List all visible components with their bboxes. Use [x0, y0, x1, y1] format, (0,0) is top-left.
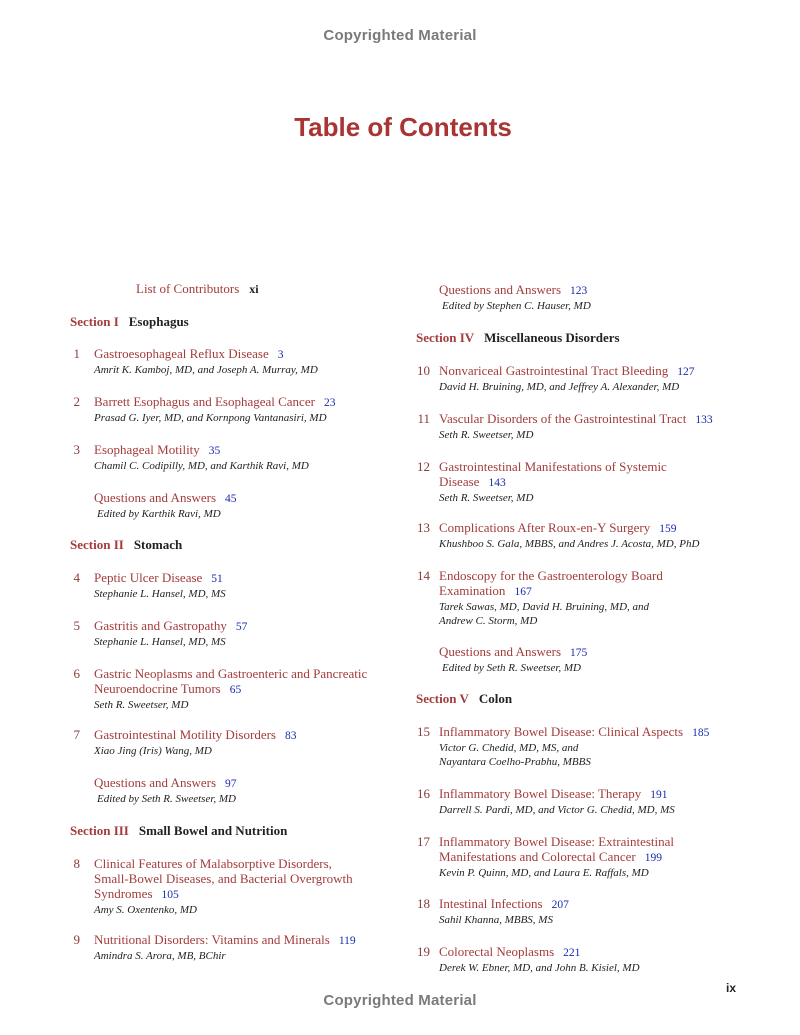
chapter-page: 221 — [563, 947, 581, 959]
entry-title: List of Contributors — [136, 281, 240, 296]
chapter-authors: Stephanie L. Hansel, MD, MS — [94, 636, 226, 648]
chapter-body — [439, 786, 675, 817]
chapter-body — [94, 727, 296, 758]
chapter-page: 83 — [284, 730, 297, 742]
qa-editor: Edited by Stephen C. Hauser, MD — [442, 300, 591, 312]
chapter-number: 18 — [417, 896, 430, 911]
chapter-title: Vascular Disorders of the Gastrointestinal Tract — [439, 411, 687, 426]
chapter-title: Nonvariceal Gastrointestinal Tract Bleeding — [439, 363, 669, 378]
chapter-authors: Nayantara Coelho-Prabhu, MBBS — [439, 756, 591, 768]
qa-page: 123 — [570, 285, 588, 297]
chapter-number: 1 — [73, 346, 80, 361]
page-title: Table of Contents — [294, 112, 512, 142]
chapter-authors: Seth R. Sweetser, MD — [439, 429, 534, 441]
chapter-title-line — [94, 681, 367, 698]
chapter-title-line — [94, 727, 296, 744]
qa-editor: Edited by Seth R. Sweetser, MD — [97, 793, 236, 805]
qa-title: Questions and Answers — [439, 644, 562, 659]
chapter-title-line — [439, 568, 663, 583]
chapter-title: Inflammatory Bowel Disease: Therapy — [439, 786, 642, 801]
chapter-authors: Tarek Sawas, MD, David H. Bruining, MD, and — [439, 601, 650, 613]
chapter-page: 35 — [208, 445, 221, 457]
chapter-body — [439, 363, 695, 394]
watermark-top: Copyrighted Material — [323, 27, 477, 44]
chapter-page: 199 — [644, 852, 662, 864]
chapter-page: 159 — [659, 523, 677, 535]
chapter-title-line — [439, 944, 640, 961]
chapter-number: 8 — [73, 856, 80, 871]
section-label: Section V — [416, 691, 469, 706]
chapter-title-line — [439, 724, 709, 741]
chapter-number: 17 — [417, 834, 430, 849]
chapter-title: Peptic Ulcer Disease — [94, 570, 203, 585]
qa-title: Questions and Answers — [94, 775, 217, 790]
section-heading — [416, 690, 512, 708]
chapter-authors: Kevin P. Quinn, MD, and Laura E. Raffals, MD — [439, 867, 649, 879]
chapter-title-line — [439, 520, 699, 537]
qa-title: Questions and Answers — [439, 282, 562, 297]
qa-page: 45 — [225, 493, 237, 505]
chapter-page: 185 — [692, 727, 710, 739]
chapter-title-line — [94, 346, 318, 363]
qa-page: 175 — [570, 647, 588, 659]
chapter-body — [94, 394, 335, 425]
section-name: Small Bowel and Nutrition — [138, 823, 288, 838]
chapter-title: Inflammatory Bowel Disease: Extraintestinal — [439, 834, 675, 849]
questions-answers-entry[interactable] — [94, 490, 237, 521]
qa-page: 97 — [225, 778, 237, 790]
entry-page: xi — [249, 282, 259, 296]
chapter-body — [94, 570, 226, 601]
chapter-title: Small-Bowel Diseases, and Bacterial Overgrowth — [94, 871, 353, 886]
chapter-title: Nutritional Disorders: Vitamins and Minerals — [94, 932, 330, 947]
watermark-bottom: Copyrighted Material — [323, 992, 477, 1009]
chapter-number: 3 — [73, 442, 80, 457]
chapter-page: 127 — [677, 366, 695, 378]
section-label: Section I — [70, 314, 119, 329]
chapter-title: Syndromes — [94, 886, 153, 901]
chapter-page: 167 — [514, 586, 532, 598]
qa-title-line — [439, 282, 591, 299]
chapter-title-line — [94, 932, 356, 949]
qa-editor: Edited by Karthik Ravi, MD — [97, 508, 221, 520]
chapter-authors: Amy S. Oxentenko, MD — [94, 904, 197, 916]
chapter-page: 119 — [338, 935, 356, 947]
chapter-title: Manifestations and Colorectal Cancer — [439, 849, 636, 864]
chapter-page: 57 — [235, 621, 248, 633]
questions-answers-entry[interactable] — [439, 282, 591, 313]
chapter-title-line — [94, 618, 247, 635]
chapter-title-line — [94, 442, 309, 459]
chapter-body — [439, 411, 713, 442]
chapter-page: 3 — [277, 349, 284, 361]
section-name: Colon — [478, 691, 513, 706]
chapter-title: Endoscopy for the Gastroenterology Board — [439, 568, 663, 583]
chapter-number: 14 — [417, 568, 430, 583]
chapter-authors: Amrit K. Kamboj, MD, and Joseph A. Murray, MD — [94, 364, 318, 376]
chapter-title: Gastroesophageal Reflux Disease — [94, 346, 269, 361]
page-number: ix — [726, 981, 737, 995]
section-name: Stomach — [133, 537, 183, 552]
chapter-body — [94, 666, 367, 712]
chapter-authors: Amindra S. Arora, MB, BChir — [94, 950, 226, 962]
chapter-title-line — [439, 474, 667, 491]
chapter-title: Intestinal Infections — [439, 896, 543, 911]
chapter-number: 4 — [73, 570, 80, 585]
questions-answers-entry[interactable] — [94, 775, 237, 806]
chapter-title-line — [94, 886, 353, 903]
chapter-title-line — [439, 411, 713, 428]
chapter-title-line — [94, 871, 353, 886]
chapter-title-line — [94, 394, 335, 411]
section-name: Esophagus — [128, 314, 189, 329]
chapter-authors: Victor G. Chedid, MD, MS, and — [439, 742, 579, 754]
chapter-authors: Derek W. Ebner, MD, and John B. Kisiel, MD — [439, 962, 640, 974]
chapter-title: Clinical Features of Malabsorptive Disorders, — [94, 856, 332, 871]
chapter-title: Complications After Roux-en-Y Surgery — [439, 520, 651, 535]
chapter-title-line — [439, 849, 674, 866]
chapter-page: 133 — [695, 414, 713, 426]
chapter-authors: Stephanie L. Hansel, MD, MS — [94, 588, 226, 600]
chapter-title-line — [439, 896, 569, 913]
chapter-body — [439, 459, 667, 505]
chapter-authors: Seth R. Sweetser, MD — [439, 492, 534, 504]
section-heading — [70, 313, 189, 331]
chapter-body — [439, 834, 674, 880]
chapter-authors: Prasad G. Iyer, MD, and Kornpong Vantanasiri, MD — [94, 412, 327, 424]
chapter-title: Neuroendocrine Tumors — [94, 681, 221, 696]
qa-editor: Edited by Seth R. Sweetser, MD — [442, 662, 581, 674]
section-heading — [70, 822, 287, 840]
chapter-body — [439, 724, 709, 769]
chapter-number: 15 — [417, 724, 430, 739]
front-matter-entry[interactable] — [136, 281, 259, 297]
chapter-title-line — [439, 786, 675, 803]
qa-title-line — [94, 775, 237, 792]
chapter-page: 105 — [161, 889, 179, 901]
chapter-body — [94, 932, 356, 963]
chapter-title-line — [439, 363, 695, 380]
chapter-number: 11 — [417, 411, 430, 426]
chapter-title-line — [439, 583, 663, 600]
chapter-body — [94, 618, 247, 649]
section-label: Section II — [70, 537, 124, 552]
chapter-number: 13 — [417, 520, 430, 535]
chapter-authors: Khushboo S. Gala, MBBS, and Andres J. Acosta, MD, PhD — [439, 538, 700, 550]
chapter-title-line — [94, 666, 367, 681]
chapter-body — [94, 442, 309, 473]
qa-title-line — [439, 644, 587, 661]
chapter-page: 23 — [323, 397, 336, 409]
qa-title-line — [94, 490, 237, 507]
chapter-title: Disease — [439, 474, 480, 489]
chapter-number: 2 — [73, 394, 80, 409]
chapter-body — [439, 568, 663, 628]
chapter-number: 5 — [73, 618, 80, 633]
chapter-number: 12 — [417, 459, 430, 474]
chapter-title: Esophageal Motility — [94, 442, 200, 457]
chapter-authors: Andrew C. Storm, MD — [439, 615, 538, 627]
chapter-page: 51 — [211, 573, 223, 585]
chapter-title: Gastric Neoplasms and Gastroenteric and Pancreatic — [94, 666, 368, 681]
chapter-body — [439, 896, 569, 927]
section-name: Miscellaneous Disorders — [484, 330, 620, 345]
chapter-title: Gastrointestinal Motility Disorders — [94, 727, 276, 742]
chapter-number: 16 — [417, 786, 430, 801]
chapter-title: Gastrointestinal Manifestations of Systemic — [439, 459, 667, 474]
section-heading — [70, 536, 182, 554]
chapter-body — [94, 346, 318, 377]
chapter-title-line — [439, 459, 667, 474]
section-heading — [416, 329, 620, 347]
chapter-authors: Darrell S. Pardi, MD, and Victor G. Chedid, MD, MS — [439, 804, 675, 816]
chapter-number: 7 — [73, 727, 80, 742]
chapter-body — [439, 520, 699, 551]
chapter-page: 143 — [488, 477, 506, 489]
chapter-title-line — [94, 856, 353, 871]
chapter-body — [439, 944, 640, 975]
chapter-title-line — [439, 834, 674, 849]
chapter-number: 19 — [417, 944, 430, 959]
chapter-page: 207 — [551, 899, 569, 911]
chapter-title: Gastritis and Gastropathy — [94, 618, 227, 633]
chapter-authors: Xiao Jing (Iris) Wang, MD — [94, 745, 212, 757]
chapter-authors: Seth R. Sweetser, MD — [94, 699, 189, 711]
chapter-number: 10 — [417, 363, 430, 378]
chapter-title: Barrett Esophagus and Esophageal Cancer — [94, 394, 315, 409]
chapter-title: Colorectal Neoplasms — [439, 944, 555, 959]
chapter-body — [94, 856, 353, 917]
chapter-authors: David H. Bruining, MD, and Jeffrey A. Alexander, MD — [439, 381, 680, 393]
chapter-number: 6 — [73, 666, 80, 681]
chapter-title-line — [94, 570, 226, 587]
section-label: Section IV — [416, 330, 475, 345]
chapter-page: 65 — [229, 684, 242, 696]
chapter-title: Examination — [439, 583, 506, 598]
chapter-number: 9 — [73, 932, 80, 947]
chapter-title: Inflammatory Bowel Disease: Clinical Aspects — [439, 724, 684, 739]
chapter-page: 191 — [650, 789, 668, 801]
chapter-authors: Chamil C. Codipilly, MD, and Karthik Ravi, MD — [94, 460, 309, 472]
qa-title: Questions and Answers — [94, 490, 217, 505]
section-label: Section III — [70, 823, 129, 838]
chapter-authors: Sahil Khanna, MBBS, MS — [439, 914, 553, 926]
questions-answers-entry[interactable] — [439, 644, 587, 675]
